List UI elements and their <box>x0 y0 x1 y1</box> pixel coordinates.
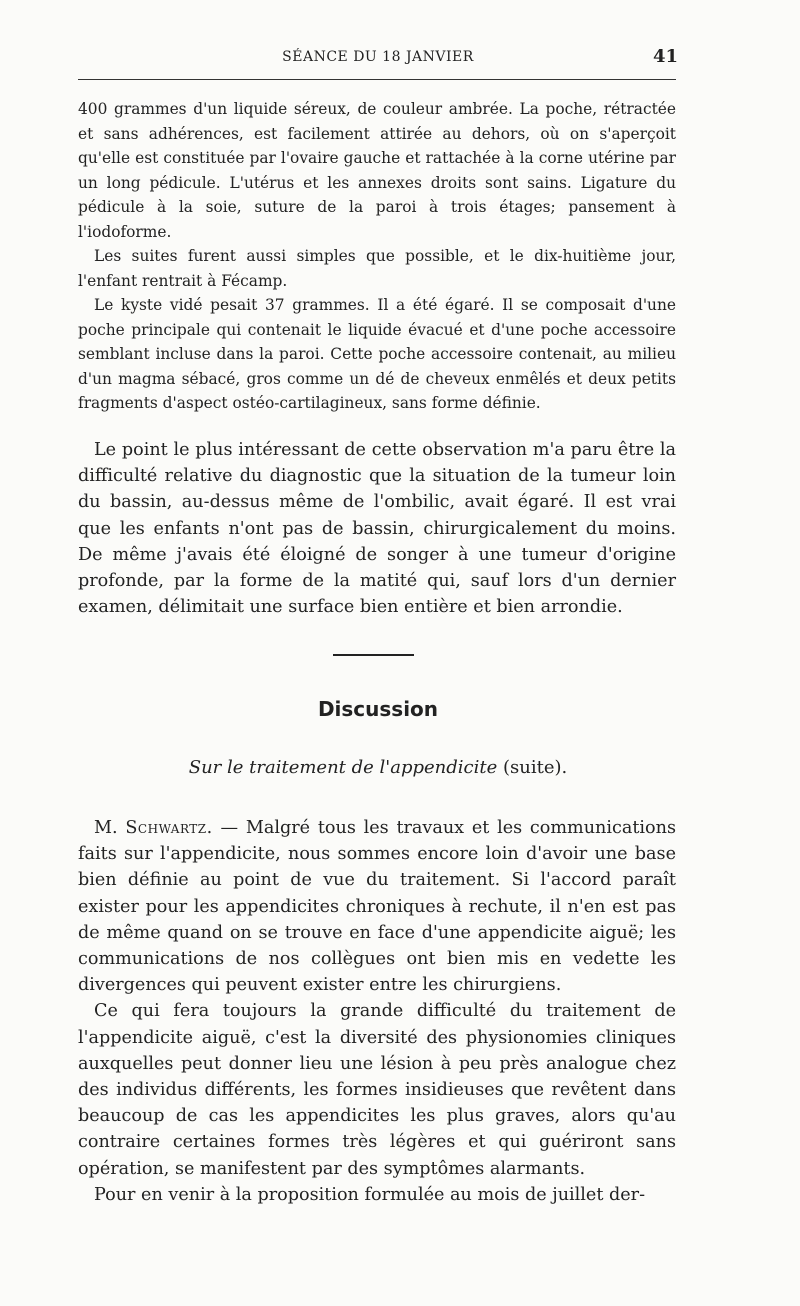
observation-paragraph: Le point le plus intéressant de cette observation m'a paru être la difficulté relative du diagnostic que la situation de la tumeur loin du bassin, au-dessus même de l'ombilic, avait égaré. Il est vrai que les enfants n'ont pas de bassin, chirurgicalement du moins. De même j'avais été éloigné de songer à une tumeur d'origine profonde, par la forme de la matité qui, sauf lors d'un dernier examen, délimitait une surface bien entière et bien arrondie. <box>78 440 676 618</box>
header-rule <box>78 79 676 80</box>
speaker-name: Schwartz. <box>125 818 213 838</box>
discussion-subtitle <box>0 757 756 778</box>
subtitle-italic: Sur le traitement de l'appendicite <box>188 757 498 778</box>
case-report-text <box>78 97 676 416</box>
running-title: SÉANCE DU 18 JANVIER <box>282 49 474 65</box>
case-report-paragraph: Les suites furent aussi simples que possible, et le dix-huitième jour, l'enfant rentrait à Fécamp. <box>78 247 676 290</box>
discussion-paragraph: Ce qui fera toujours la grande difficulté du traitement de l'appendicite aiguë, c'est la diversité des physionomies cliniques auxquelles peut donner lieu une lésion à peu près analogue chez des individus différents, les formes insidieuses que revêtent dans beaucoup de cas les appendicites les plus graves, alors qu'au contraire certaines formes très légères et qui guériront sans opération, se manifestent par des symptômes alarmants. <box>78 1001 676 1179</box>
subtitle-suffix: (suite). <box>502 757 568 778</box>
discussion-paragraph-text: — Malgré tous les travaux et les communications faits sur l'appendicite, nous sommes encore loin d'avoir une base bien définie au point de vue du traitement. Si l'accord paraît exister pour les appendicites chroniques à rechute, il n'en est pas de même quand on se trouve en face d'une appendicite aiguë; les communications de nos collègues ont bien mis en vedette les divergences qui peuvent exister entre les chirurgiens. <box>78 818 677 996</box>
observation-text <box>78 437 676 620</box>
case-report-paragraph: 400 grammes d'un liquide séreux, de couleur ambrée. La poche, rétractée et sans adhérences, est facilement attirée au dehors, où on s'aperçoit qu'elle est constituée par l'ovaire gauche et rattachée à la corne utérine par un long pédicule. L'utérus et les annexes droits sont sains. Ligature du pédicule à la soie, suture de la paroi à trois étages; pansement à l'iodoforme. <box>78 100 676 241</box>
case-report-paragraph: Le kyste vidé pesait 37 grammes. Il a été égaré. Il se composait d'une poche principale qui contenait le liquide évacué et d'une poche accessoire semblant incluse dans la paroi. Cette poche accessoire contenait, au milieu d'un magma sébacé, gros comme un dé de cheveux enmêlés et deux petits fragments d'aspect ostéo-cartilagineux, sans forme définie. <box>78 296 676 412</box>
section-title: Discussion <box>317 697 439 721</box>
section-separator <box>333 654 414 656</box>
discussion-paragraph: Pour en venir à la proposition formulée au mois de juillet der- <box>94 1184 646 1205</box>
page-number: 41 <box>652 46 678 67</box>
discussion-text <box>78 815 676 1208</box>
running-header <box>78 46 678 72</box>
discussion-paragraph <box>78 815 676 998</box>
speaker-prefix: M. <box>94 818 118 838</box>
